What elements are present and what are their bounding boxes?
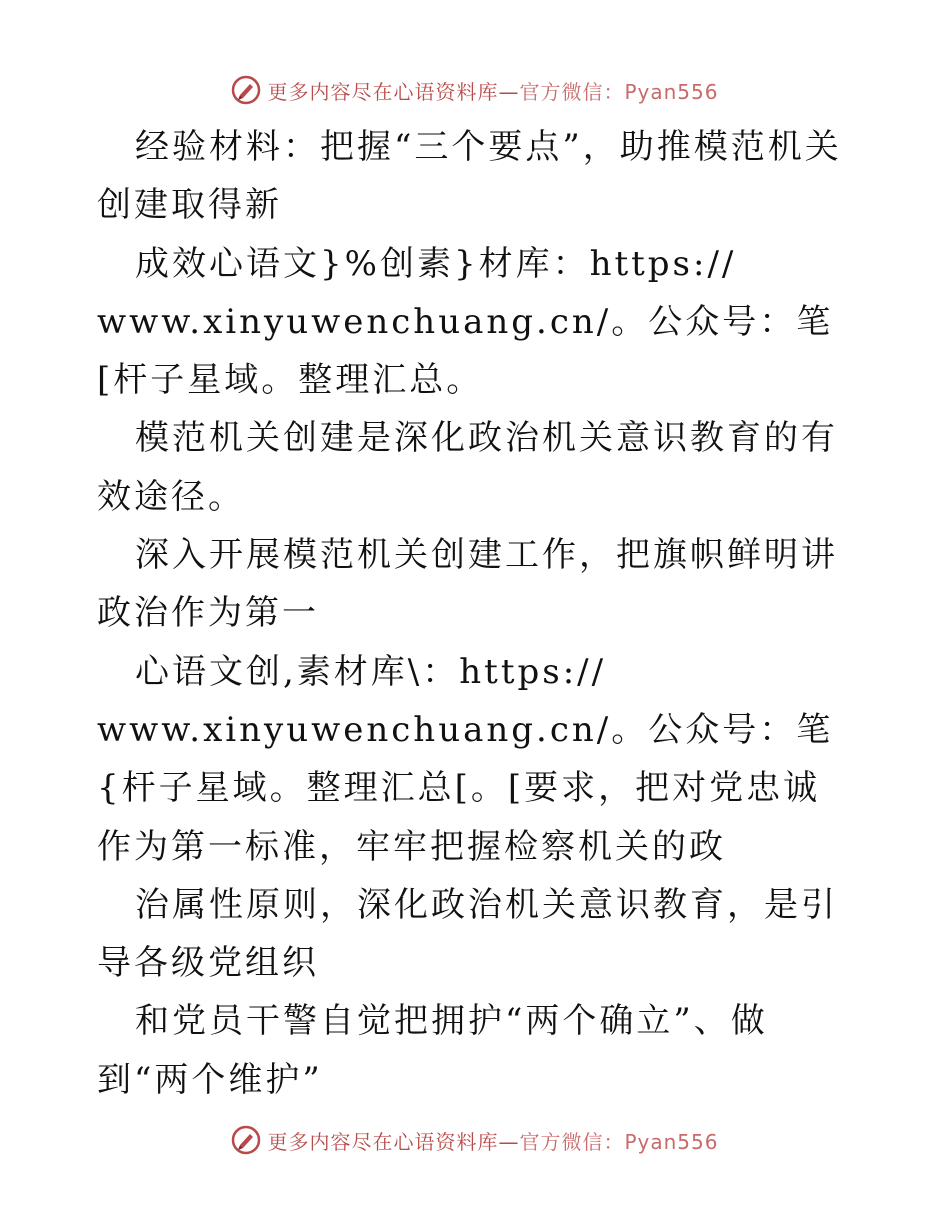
paragraph-4: 深入开展模范机关创建工作，把旗帜鲜明讲政治作为第一	[97, 535, 838, 634]
paragraph-6: 治属性原则，深化政治机关意识教育，是引导各级党组织	[97, 884, 838, 984]
pen-seal-logo-icon	[231, 75, 261, 105]
banner-separator: —	[498, 79, 520, 104]
footer-banner	[0, 1120, 950, 1160]
banner-brand-text: 更多内容尽在心语资料库	[267, 1129, 499, 1154]
banner-text	[267, 76, 718, 105]
banner-wechat-text: 官方微信：Pyan556	[519, 1129, 719, 1154]
pen-seal-logo-icon	[231, 1125, 261, 1155]
paragraph-5: 心语文创,素材库\：https:// www.xinyuwenchuang.cn/。公众号：笔{杆子星域。整理汇总[。[要求，把对党忠诚作为第一标准，牢牢把握检察机关的政	[97, 651, 834, 867]
banner-separator: —	[498, 1129, 520, 1154]
document-body	[97, 118, 857, 1109]
paragraph-2: 成效心语文}%创素}材库：https:// www.xinyuwenchuang.cn/。公众号：笔[杆子星域。整理汇总。	[97, 243, 834, 401]
paragraph-3: 模范机关创建是深化政治机关意识教育的有效途径。	[97, 418, 838, 517]
paragraph-7: 和党员干警自觉把拥护“两个确立”、做到“两个维护”	[97, 1001, 768, 1100]
banner-wechat-text: 官方微信：Pyan556	[519, 79, 719, 104]
header-banner	[0, 70, 950, 110]
banner-brand-text: 更多内容尽在心语资料库	[267, 79, 499, 104]
paragraph-1: 经验材料：把握“三个要点”，助推模范机关创建取得新	[97, 127, 842, 226]
banner-text	[267, 1126, 718, 1155]
